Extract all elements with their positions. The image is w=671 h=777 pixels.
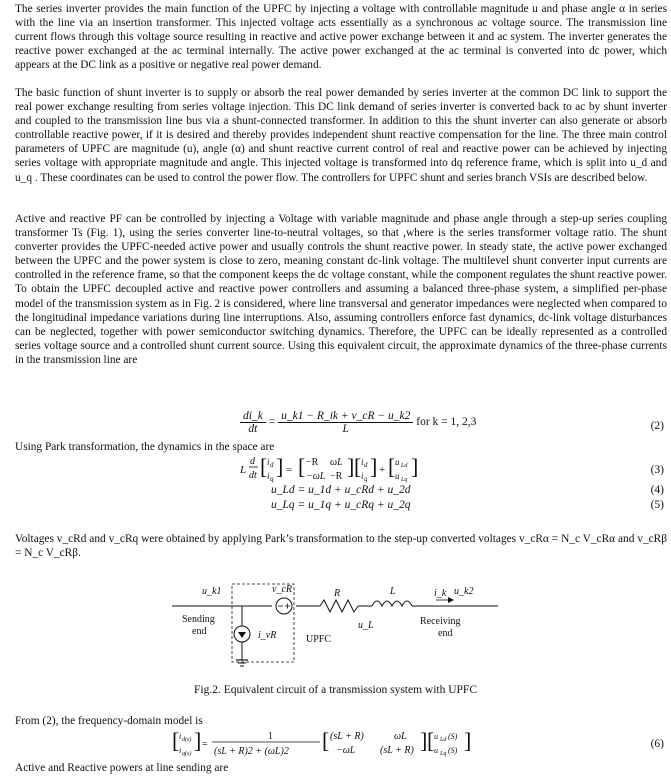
svg-text:u: u <box>395 471 400 481</box>
equation-6 <box>172 726 482 760</box>
eq2-rhs-num: u_k1 − R_ik + v_cR − u_k2 <box>278 410 413 423</box>
last-text-content: Active and Reactive powers at line sending are <box>15 762 229 774</box>
freq-text-content: From (2), the frequency-domain model is <box>15 715 203 727</box>
voltages-text-content: Voltages v_cRd and v_cRq were obtained by applying Park’s transformation to the step-up converted voltages v_cRα = N_c V_cRα and v_cRβ = N_c V_cRβ. <box>15 533 667 560</box>
label-R: R <box>334 588 341 599</box>
paragraph-2-text: The basic function of shunt inverter is to supply or absorb the real power demanded by series inverter at the common DC link to support the real power exchange resulting from series voltage injection. This DC link demand of series inverter is converted back to ac by shunt inverter and coupled to the transmission line bus via a shunt-connected transformer. In addition to this the shunt inverter can also generate or absorb controllable reactive power, if it is desired and thereby provides independent shunt reactive compensation for the line. The three main control parameters of UPFC are magnitude (u), angle (α) and shunt reactive current control of real and reactive power can be achieved by injecting series voltage with appropriate magnitude and angle. This injected voltage is transformed into dq reference frame, which is split into u_d and u_q . These coordinates can be used to control the power flow. The controllers for UPFC shunt and series branch VSIs are described below. <box>15 87 667 184</box>
svg-text:=: = <box>202 739 208 750</box>
label-i-vR: i_vR <box>258 630 277 641</box>
svg-text:[: [ <box>354 454 362 479</box>
circuit-diagram <box>172 578 498 678</box>
svg-text:q(s): q(s) <box>182 751 192 757</box>
svg-text:(S): (S) <box>448 732 458 741</box>
figure-caption: Fig.2. Equivalent circuit of a transmission system with UPFC <box>193 684 477 696</box>
svg-text:u: u <box>395 457 400 467</box>
svg-text:−ωL: −ωL <box>336 745 356 756</box>
svg-text:Lq: Lq <box>440 751 447 757</box>
label-receiving: Receiving <box>420 616 461 627</box>
svg-text:(sL + R): (sL + R) <box>330 731 364 742</box>
current-arrow-icon <box>448 597 454 603</box>
paragraph-active-reactive <box>15 212 667 367</box>
svg-text:]: ] <box>370 454 378 479</box>
label-upfc: UPFC <box>306 634 332 645</box>
eq2-lhs <box>240 410 266 435</box>
paragraph-3-text: Active and reactive PF can be controlled by injecting a Voltage with variable magnitude and phase angle through a step-up series coupling transformer Ts (Fig. 1), using the series converter line-to-neutral voltages, so that ,where is the series transformer voltage ratio. The shunt converter provides the UPFC-needed active power and usually controls the shunt reactive power. In steady state, the active power exchanged between the UPFC and the power system is close to zero, meaning constant dc-link voltage. The multilevel shunt converter input currents are controlled in the reference frame, so that the component keeps the dc voltage constant, while the component regulates the shunt reactive power. To obtain the UPFC decoupled active and reactive power controllers and assuming a balanced three-phase system, a simplified per-phase model of the transmission system as in Fig. 2 is considered, where line transversal and generator impedances were neglected when compared to the longitudinal impedance variations during line interruptions. Also, assuming controllers enforce fast dynamics, dc-link voltage disturbances can be neglected, together with power semiconductor switching dynamics. Therefore, the UPFC can be ideally represented as a controlled series voltage source and a controlled shunt current source. Using this equivalent circuit, the approximate dynamics of the three-phase currents in the transmission line are <box>15 213 667 366</box>
label-u-k1: u_k1 <box>202 586 222 597</box>
equation-4: u_Ld = u_1d + u_cRd + u_2d <box>271 484 411 496</box>
svg-text:i: i <box>179 746 182 755</box>
eq2-lhs-den: dt <box>248 423 258 435</box>
svg-text:−R: −R <box>306 457 319 468</box>
park-text-content: Using Park transformation, the dynamics in the space are <box>15 441 275 453</box>
eq2-number: (2) <box>650 420 664 432</box>
svg-text:]: ] <box>194 728 202 753</box>
paragraph-1-text: The series inverter provides the main function of the UPFC by injecting a voltage with controllable magnitude u and phase angle α in series with the line via an insertion transformer. This injected voltage acts essentially as a synchronous ac voltage source. The transmission line current flows through this voltage source resulting in reactive and active power exchange between it and ac system. The inverter generates the reactive power exchanged at the ac terminal internally. The active power exchanged at the ac terminal is converted into dc power, which appears at the DC link as a positive or negative real power demand. <box>15 3 667 72</box>
eq2-rhs-den: L <box>342 423 349 435</box>
svg-text:Lq: Lq <box>401 477 408 483</box>
svg-text:]: ] <box>347 454 355 479</box>
svg-text:]: ] <box>420 728 428 753</box>
svg-text:d(s): d(s) <box>182 737 192 743</box>
voltages-text <box>15 532 667 560</box>
svg-text:ωL: ωL <box>330 457 343 468</box>
svg-text:dt: dt <box>249 470 257 481</box>
eq6-number: (6) <box>650 738 664 750</box>
eq2-condition: for k = 1, 2,3 <box>416 416 477 429</box>
svg-text:i: i <box>267 457 270 467</box>
svg-text:[: [ <box>427 728 435 753</box>
label-i-k: i_k <box>434 588 447 599</box>
label-sending: Sending <box>182 614 215 625</box>
svg-text:u: u <box>434 746 438 755</box>
svg-text:[: [ <box>260 454 268 479</box>
svg-text:[: [ <box>298 454 306 479</box>
last-text <box>15 761 667 775</box>
svg-text:d: d <box>270 461 274 469</box>
label-v-cR: v_cR <box>272 584 292 595</box>
eq5-number: (5) <box>650 499 664 511</box>
paragraph-shunt-inverter <box>15 86 667 185</box>
svg-text:−ωL: −ωL <box>306 471 326 482</box>
svg-text:q: q <box>364 475 368 483</box>
svg-text:q: q <box>270 475 274 483</box>
svg-text:(S): (S) <box>448 746 458 755</box>
paragraph-series-inverter <box>15 2 667 72</box>
equation-3 <box>236 452 426 486</box>
equation-2: $\frac{di\_k}{dt}$ = $\frac{u\_k1 - R\_ik + v\_cR - u\_k2}{L}$ for k = 1, 2,3 <box>240 410 476 435</box>
svg-text:+: + <box>379 464 386 476</box>
svg-text:[: [ <box>322 728 330 753</box>
svg-text:Ld: Ld <box>401 463 408 469</box>
svg-text:i: i <box>267 471 270 481</box>
label-receiving-end: end <box>438 628 453 639</box>
svg-text:=: = <box>286 464 293 476</box>
svg-text:Ld: Ld <box>440 737 447 743</box>
eq2-lhs-num: di_k <box>240 410 266 423</box>
inductor-symbol <box>372 601 412 606</box>
label-L: L <box>390 586 396 597</box>
svg-text:(sL + R): (sL + R) <box>380 745 414 756</box>
svg-text:[: [ <box>172 728 180 753</box>
eq4-number: (4) <box>650 484 664 496</box>
svg-text:(sL + R)2 + (ωL)2: (sL + R)2 + (ωL)2 <box>214 746 289 757</box>
svg-text:d: d <box>250 456 255 467</box>
upfc-box <box>232 584 294 662</box>
svg-text:ωL: ωL <box>394 731 407 742</box>
svg-text:L: L <box>240 464 247 476</box>
resistor-symbol <box>320 600 358 612</box>
svg-text:]: ] <box>411 454 419 479</box>
label-sending-end: end <box>192 626 207 637</box>
eq3-number: (3) <box>650 464 664 476</box>
svg-text:−R: −R <box>330 471 343 482</box>
svg-text:i: i <box>361 471 364 481</box>
svg-text:]: ] <box>276 454 284 479</box>
label-u-k2: u_k2 <box>454 586 474 597</box>
label-u-L: u_L <box>358 620 374 631</box>
svg-text:u: u <box>434 732 438 741</box>
svg-text:i: i <box>179 732 182 741</box>
svg-text:i: i <box>361 457 364 467</box>
svg-text:1: 1 <box>268 731 273 742</box>
svg-text:[: [ <box>388 454 396 479</box>
equation-5: u_Lq = u_1q + u_cRq + u_2q <box>271 499 411 511</box>
eq2-rhs <box>278 410 413 435</box>
shunt-arrow-icon <box>238 632 246 638</box>
svg-text:d: d <box>364 461 368 469</box>
svg-text:]: ] <box>464 728 472 753</box>
